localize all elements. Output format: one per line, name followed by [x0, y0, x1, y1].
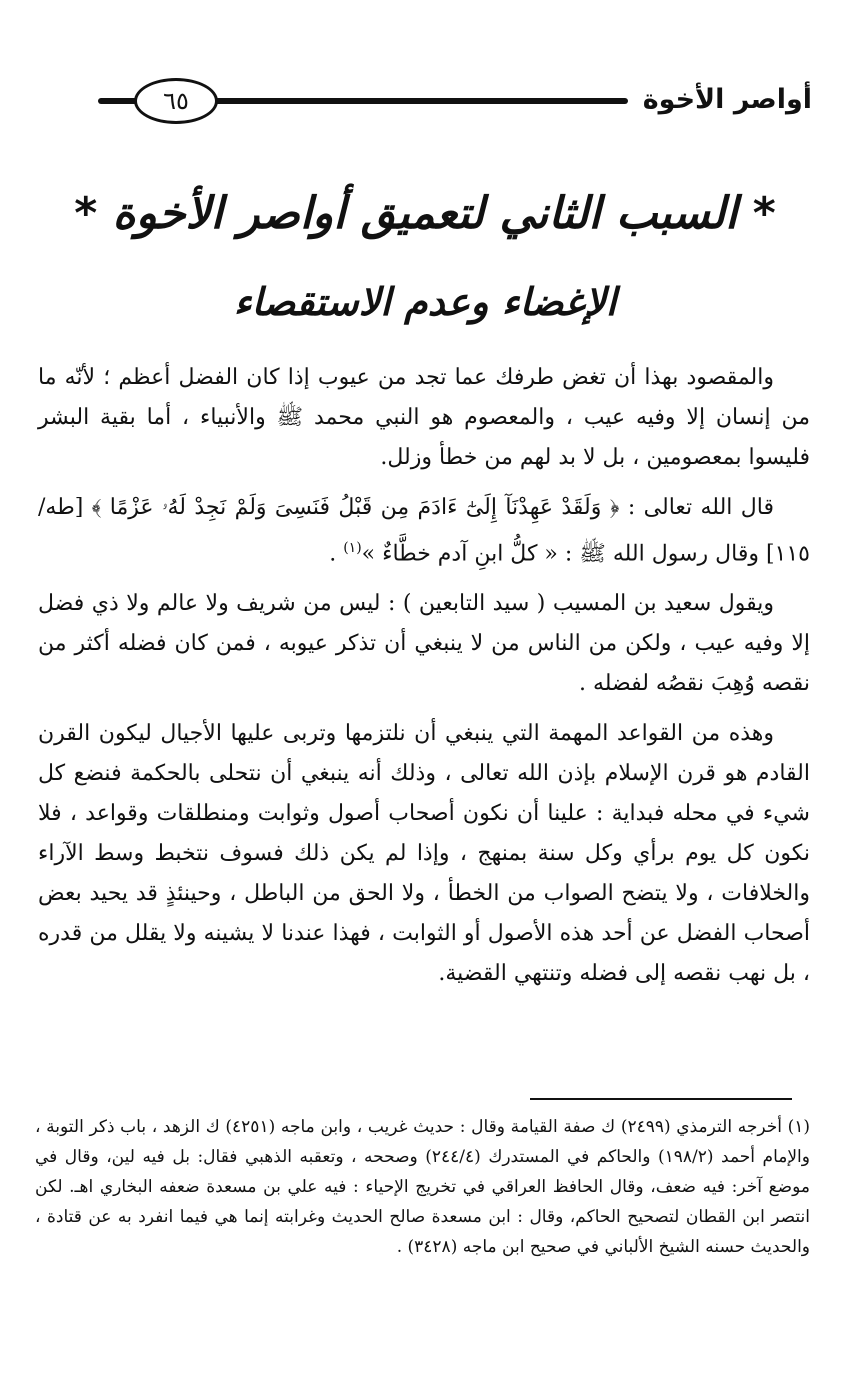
- body-text: [38, 358, 810, 1004]
- running-title: أواصر الأخوة: [642, 84, 812, 115]
- footnote: (١) أخرجه الترمذي (٢٤٩٩) ك صفة القيامة وقال : حديث غريب ، وابن ماجه (٤٢٥١) ك الزهد ، باب ذكر التوبة ، والإمام أحمد (١٩٨/٢) والحاكم في المستدرك (٢٤٤/٤) وصححه ، وتعقبه الذهبي فقال: بل فيه لين، وقال في موضع آخر: فيه ضعف، وقال الحافظ العراقي في تخريج الإحياء : فيه علي بن مسعدة ضعفه البخاري اهـ. لكن انتصر ابن القطان لتصحيح الحاكم، وقال : ابن مسعدة صالح الحديث وغرابته إنما هي فيما انفرد به عن قتادة ، والحديث حسنه الشيخ الألباني في صحيح ابن ماجه (٣٤٢٨) .: [35, 1117, 811, 1257]
- paragraph: وهذه من القواعد المهمة التي ينبغي أن نلتزمها وتربى عليها الأجيال ليكون القرن القادم هو قرن الإسلام بإذن الله تعالى ، وذلك أنه ينبغي أن نتحلى بالحكمة فنضع كل شيء في محله فبداية : علينا أن نكون أصحاب أصول وثوابت ومنطلقات وقواعد ، فلا نكون كل يوم برأي وكل سنة بمنهج ، وإذا لم يكن ذلك فسوف نتخبط وسط الآراء والخلافات ، ولا يتضح الصواب من الخطأ ، ولا الحق من الباطل ، وحينئذٍ قد يحيد بعض أصحاب الفضل عن أحد هذه الأصول أو الثوابت ، فهذا عندنا لا يشينه ولا يقلل من قدره ، بل نهب نقصه إلى فضله وتنتهي القضية.: [38, 721, 810, 987]
- chapter-title: * السبب الثاني لتعميق أواصر الأخوة *: [74, 188, 776, 239]
- page-number: ٦٥: [134, 78, 218, 124]
- footnote-reference: (١): [343, 540, 362, 556]
- footnote-divider: [530, 1098, 792, 1100]
- page-header: [0, 60, 850, 140]
- footnotes: [35, 1112, 810, 1262]
- paragraph: ويقول سعيد بن المسيب ( سيد التابعين ) : ليس من شريف ولا عالم ولا ذي فضل إلا وفيه عيب ، ولكن من الناس من لا ينبغي أن تذكر عيوبه ، فمن كان فضله أكثر من نقصه وُهِبَ نقصُه لفضله .: [38, 591, 811, 697]
- paragraph: والمقصود بهذا أن تغض طرفك عما تجد من عيوب إذا كان الفضل أعظم ؛ لأنّه ما من إنسان إلا وفيه عيب ، والمعصوم هو النبي محمد ﷺ والأنبياء ، أما بقية البشر فليسوا بمعصومين ، بل لا بد لهم من خطأ وزلل.: [38, 365, 810, 470]
- paragraph-quran-hadith: [38, 488, 810, 574]
- paragraph-tail: .: [329, 541, 344, 567]
- paragraph-text: قال الله تعالى : ﴿ وَلَقَدْ عَهِدْنَآ إِلَىٰٓ ءَادَمَ مِن قَبْلُ فَنَسِىَ وَلَمْ نَجِدْ لَهُۥ عَزْمًا ﴾ [طه/ ١١٥] وقال رسول الله ﷺ : « كلُّ ابنِ آدم خطَّاءٌ »: [38, 495, 810, 567]
- section-subtitle: الإغضاء وعدم الاستقصاء: [233, 280, 617, 324]
